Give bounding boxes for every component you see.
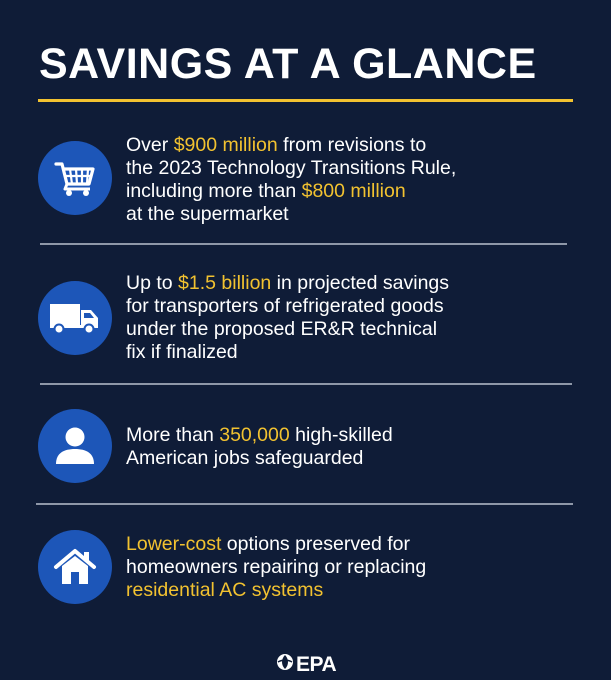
savings-text-jobs (126, 424, 566, 470)
title-underline (38, 99, 573, 102)
text-line: residential AC systems (126, 579, 324, 601)
text-line: Over $900 million from revisions to (126, 134, 427, 156)
text-line: American jobs safeguarded (126, 447, 364, 469)
house-icon (38, 530, 112, 604)
divider (40, 243, 567, 245)
text-line: under the proposed ER&R technical (126, 318, 438, 340)
epa-logo (276, 653, 336, 677)
savings-text-residential (126, 533, 566, 602)
divider (36, 503, 573, 505)
person-icon (38, 409, 112, 483)
divider (40, 383, 572, 385)
text-line: Lower-cost options preserved for (126, 533, 410, 555)
text-line: homeowners repairing or replacing (126, 556, 427, 578)
text-line: the 2023 Technology Transitions Rule, (126, 157, 457, 179)
epa-logo-text: EPA (296, 653, 337, 676)
savings-text-transport (126, 272, 566, 364)
savings-text-supermarket (126, 134, 566, 226)
epa-flower-icon (276, 653, 294, 677)
text-line: for transporters of refrigerated goods (126, 295, 444, 317)
text-line: at the supermarket (126, 203, 289, 225)
text-line: Up to $1.5 billion in projected savings (126, 272, 450, 294)
truck-icon (38, 281, 112, 355)
text-line: fix if finalized (126, 341, 238, 363)
page-title: SAVINGS AT A GLANCE (39, 40, 537, 88)
shopping-cart-icon (38, 141, 112, 215)
text-line: More than 350,000 high-skilled (126, 424, 393, 446)
text-line: including more than $800 million (126, 180, 406, 202)
